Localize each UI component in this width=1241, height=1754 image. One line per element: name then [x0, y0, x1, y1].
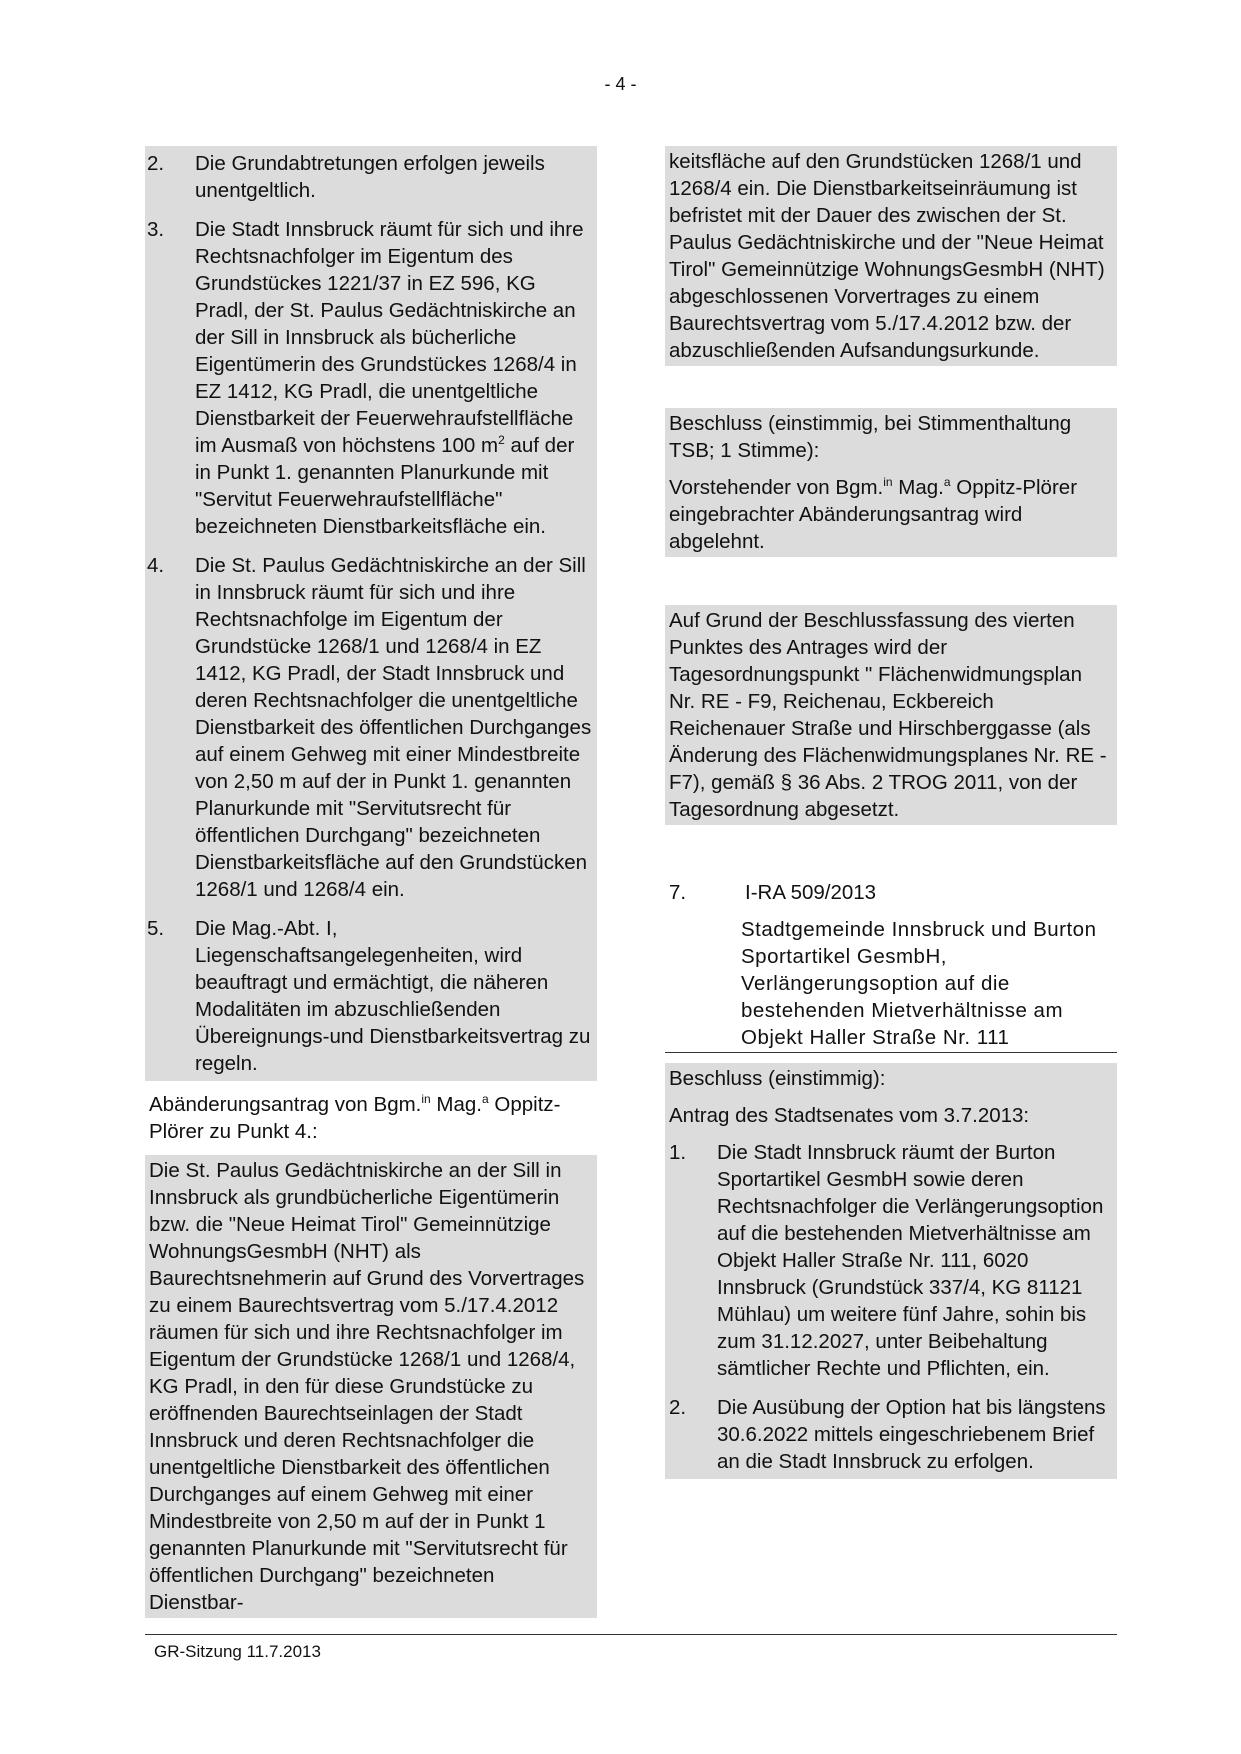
- item-text: Die Ausübung der Option hat bis längstens 30.6.2022 mittels eingeschriebenem Brief an die Stadt Innsbruck zu erfolgen.: [717, 1396, 1106, 1473]
- item-text: Die Grundabtretungen erfolgen jeweils unentgeltlich.: [195, 152, 545, 202]
- page-number: - 4 -: [604, 74, 637, 94]
- list-item: [147, 150, 593, 204]
- superscript: in: [883, 475, 893, 490]
- decision-heading: Beschluss (einstimmig):: [669, 1067, 886, 1090]
- section-description: Stadtgemeinde Innsbruck und Burton Sportartikel GesmbH, Verlängerungsoption auf die bestehenden Mietverhältnisse am Objekt Haller Straße Nr. 111: [741, 918, 1097, 1049]
- continuation-text: keitsfläche auf den Grundstücken 1268/1 und 1268/4 ein. Die Dienstbarkeitseinräumung ist befristet mit der Dauer des zwischen der St. Paulus Gedächtniskirche und der "Neue Heimat Tirol" Gemeinnützige WohnungsGesmbH (NHT) abgeschlossenen Vorvertrages zu einem Baurechtsvertrag vom 5./17.4.2012 bzw. der abzuschließenden Aufsandungsurkunde.: [665, 146, 1117, 366]
- decision-body-text: Vorstehender von Bgm.: [669, 476, 884, 499]
- item-number: 4.: [147, 554, 165, 577]
- section-divider: [665, 1052, 1117, 1053]
- item-number: 2.: [669, 1396, 687, 1419]
- decision-block-2: Auf Grund der Beschlussfassung des vierten Punktes des Antrages wird der Tagesordnungspunkt " Flächenwidmungsplan Nr. RE - F9, Reichenau, Eckbereich Reichenauer Straße und Hirschberggasse (als Änderung des Flächenwidmungsplanes Nr. RE - F7), gemäß § 36 Abs. 2 TROG 2011, von der Tagesordnung abgesetzt.: [665, 605, 1117, 825]
- right-column: [665, 146, 1117, 1479]
- list-item: [147, 915, 593, 1077]
- list-item: [147, 552, 593, 903]
- superscript: a: [482, 1092, 489, 1107]
- decision-body-text: Oppitz-Plörer eingebrachter Abänderungsantrag wird abgelehnt.: [669, 476, 1078, 553]
- section-7-header: [665, 879, 1117, 906]
- item-number: 2.: [147, 152, 165, 175]
- amendment-intro-text: Mag.: [430, 1093, 483, 1116]
- item-text-part: Die Stadt Innsbruck räumt für sich und ihre Rechtsnachfolger im Eigentum des Grundstückes 1221/37 in EZ 596, KG Pradl, der St. Paulus Gedächtniskirche an der Sill in Innsbruck als bücherliche Eigentümerin des Grundstückes 1268/4 in EZ 1412, KG Pradl, die unentgeltliche Dienstbarkeit der Feuerwehraufstellfläche im Ausmaß von höchstens 100 m: [195, 218, 584, 457]
- amendment-intro-text: Abänderungsantrag von Bgm.: [149, 1093, 422, 1116]
- left-column: [145, 146, 597, 1618]
- section-reference: I-RA 509/2013: [745, 881, 877, 904]
- decision-heading: Beschluss (einstimmig, bei Stimmenthaltung TSB; 1 Stimme):: [669, 412, 1072, 462]
- list-item: [669, 1394, 1113, 1475]
- amendment-text: Die St. Paulus Gedächtniskirche an der Sill in Innsbruck als grundbücherliche Eigentümerin bzw. die "Neue Heimat Tirol" Gemeinnützige WohnungsGesmbH (NHT) als Baurechtsnehmerin auf Grund des Vorvertrages zu einem Baurechtsvertrag vom 5./17.4.2012 räumen für sich und ihre Rechtsnachfolger im Eigentum der Grundstücke 1268/1 und 1268/4, KG Pradl, in den für diese Grundstücke zu eröffnenden Baurechtseinlagen der Stadt Innsbruck und deren Rechtsnachfolger die unentgeltliche Dienstbarkeit des öffentlichen Durchganges auf einem Gehweg mit einer Mindestbreite von 2,50 m auf der in Punkt 1 genannten Planurkunde mit "Servitutsrecht für öffentlichen Durchgang" bezeichneten Dienstbar-: [145, 1155, 597, 1618]
- amendment-intro: [145, 1091, 597, 1145]
- item-number: 5.: [147, 917, 165, 940]
- item-text: [195, 216, 593, 540]
- item-text-part: auf der in Punkt 1. genannten Planurkunde mit "Servitut Feuerwehraufstellfläche" bezeichneten Dienstbarkeitsfläche ein.: [195, 434, 575, 538]
- list-item: [669, 1139, 1113, 1382]
- decision-body-text: Mag.: [892, 476, 944, 499]
- left-numbered-list: [145, 146, 597, 1081]
- section-number: 7.: [669, 881, 687, 904]
- decision-subheading: Antrag des Stadtsenates vom 3.7.2013:: [669, 1104, 1030, 1127]
- item-number: 1.: [669, 1141, 687, 1164]
- superscript: in: [421, 1092, 431, 1107]
- amendment-intro-text: Oppitz-Plörer zu Punkt 4.:: [149, 1093, 561, 1143]
- section-7: [665, 879, 1117, 1052]
- decision-list: [669, 1139, 1113, 1475]
- item-number: 3.: [147, 218, 165, 241]
- superscript: a: [943, 475, 951, 490]
- item-text: Die Mag.-Abt. I, Liegenschaftsangelegenheiten, wird beauftragt und ermächtigt, die näheren Modalitäten im abzuschließenden Übereignungs-und Dienstbarkeitsvertrag zu regeln.: [195, 917, 591, 1075]
- footer-divider: [145, 1634, 1117, 1635]
- decision-body: [669, 474, 1113, 555]
- item-text: Die Stadt Innsbruck räumt der Burton Sportartikel GesmbH sowie deren Rechtsnachfolger die Verlängerungsoption auf die bestehenden Mietverhältnisse am Objekt Haller Straße Nr. 111, 6020 Innsbruck (Grundstück 337/4, KG 81121 Mühlau) um weitere fünf Jahre, sohin bis zum 31.12.2027, unter Beibehaltung sämtlicher Rechte und Pflichten, ein.: [717, 1141, 1104, 1380]
- list-item: [147, 216, 593, 540]
- decision-block-1: [665, 408, 1117, 557]
- decision-block-3: [665, 1063, 1117, 1479]
- footer-text: GR-Sitzung 11.7.2013: [154, 1642, 321, 1661]
- superscript: 2: [498, 433, 505, 448]
- item-text: Die St. Paulus Gedächtniskirche an der Sill in Innsbruck räumt für sich und ihre Rechtsnachfolge im Eigentum der Grundstücke 1268/1 und 1268/4 in EZ 1412, KG Pradl, der Stadt Innsbruck und deren Rechtsnachfolger die unentgeltliche Dienstbarkeit des öffentlichen Durchganges auf einem Gehweg mit einer Mindestbreite von 2,50 m auf der in Punkt 1. genannten Planurkunde mit "Servitutsrecht für öffentlichen Durchgang" bezeichneten Dienstbarkeitsfläche auf den Grundstücken 1268/1 und 1268/4 ein.: [195, 554, 592, 901]
